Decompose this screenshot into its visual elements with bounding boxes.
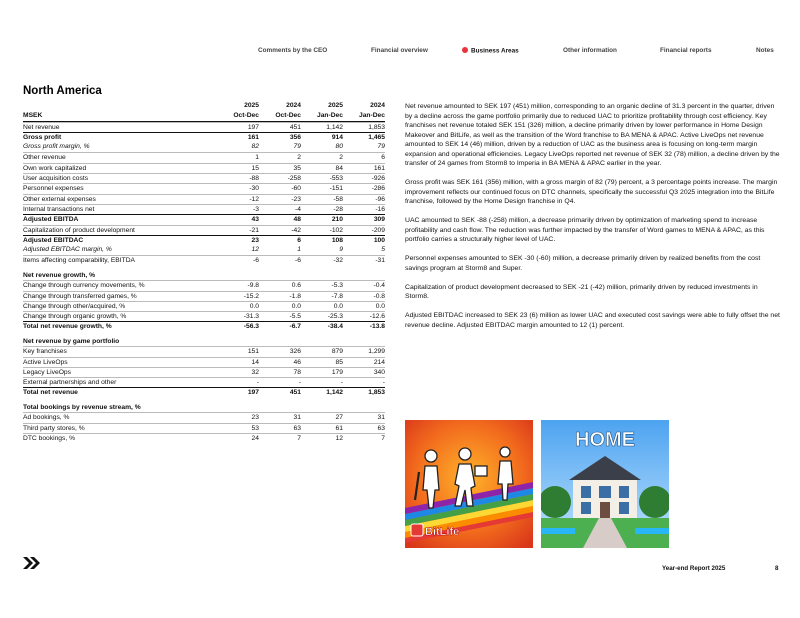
table-row bbox=[23, 235, 385, 245]
row-value: 14 bbox=[251, 358, 259, 366]
row-value: -12.6 bbox=[369, 313, 385, 321]
row-value: 31 bbox=[293, 414, 301, 422]
row-value: -56.3 bbox=[243, 323, 259, 331]
row-value: 78 bbox=[293, 368, 301, 376]
row-value: -926 bbox=[371, 175, 385, 183]
row-value: -42 bbox=[291, 226, 301, 234]
row-value: - bbox=[382, 379, 385, 387]
row-value: 84 bbox=[335, 164, 343, 172]
row-label: Adjusted EBITDAC bbox=[23, 236, 84, 244]
bitlife-game-image bbox=[405, 420, 533, 548]
row-label: Change through organic growth, % bbox=[23, 313, 127, 321]
row-value: -5.5 bbox=[289, 313, 301, 321]
nav-item-notes[interactable]: Notes bbox=[756, 47, 774, 54]
table-row bbox=[23, 321, 385, 331]
row-value: 80 bbox=[335, 143, 343, 151]
row-value: 0.0 bbox=[375, 302, 385, 310]
row-label: User acquisition costs bbox=[23, 175, 89, 183]
row-label: DTC bookings, % bbox=[23, 434, 76, 442]
table-row bbox=[23, 412, 385, 422]
row-value: 48 bbox=[293, 216, 301, 224]
row-label: Change through other/acquired, % bbox=[23, 302, 126, 310]
table-row bbox=[23, 387, 385, 397]
row-value: 35 bbox=[293, 164, 301, 172]
row-value: 12 bbox=[251, 246, 259, 254]
row-value: 451 bbox=[289, 123, 301, 131]
row-value: 23 bbox=[251, 414, 259, 422]
table-row bbox=[23, 357, 385, 367]
header-year: 2024 bbox=[286, 102, 301, 109]
row-value: 179 bbox=[331, 368, 343, 376]
row-value: 451 bbox=[289, 389, 301, 397]
row-value: 1 bbox=[297, 246, 301, 254]
table-row bbox=[23, 214, 385, 224]
row-label: Ad bookings, % bbox=[23, 414, 70, 422]
row-value: 2 bbox=[297, 154, 301, 162]
table-row bbox=[23, 183, 385, 193]
row-value: -7.8 bbox=[331, 292, 343, 300]
table-row bbox=[23, 132, 385, 142]
row-label: External partnerships and other bbox=[23, 379, 117, 387]
row-value: -102 bbox=[329, 226, 343, 234]
row-value: 214 bbox=[373, 358, 385, 366]
row-value: -286 bbox=[371, 185, 385, 193]
table-section-heading bbox=[23, 335, 385, 347]
row-value: 61 bbox=[335, 424, 343, 432]
row-value: 100 bbox=[373, 236, 385, 244]
svg-text:HOME: HOME bbox=[575, 429, 635, 451]
home-design-game-image bbox=[541, 420, 669, 548]
table-row bbox=[23, 204, 385, 214]
row-value: 79 bbox=[293, 143, 301, 151]
row-label: Net revenue growth, % bbox=[23, 271, 96, 279]
row-value: 309 bbox=[373, 216, 385, 224]
row-value: 0.0 bbox=[249, 302, 259, 310]
company-logo-icon bbox=[23, 557, 41, 569]
row-value: 1,853 bbox=[368, 123, 385, 131]
row-label: Legacy LiveOps bbox=[23, 368, 71, 376]
nav-item-other-information[interactable]: Other information bbox=[563, 47, 617, 54]
row-label: Key franchises bbox=[23, 348, 67, 356]
row-value: 5 bbox=[381, 246, 385, 254]
row-label: Own work capitalized bbox=[23, 164, 87, 172]
row-value: 6 bbox=[297, 236, 301, 244]
table-row bbox=[23, 280, 385, 290]
row-label: Other revenue bbox=[23, 154, 66, 162]
row-value: -15.2 bbox=[243, 292, 259, 300]
row-value: 914 bbox=[331, 133, 343, 141]
row-value: -30 bbox=[249, 185, 259, 193]
row-value: 1,142 bbox=[326, 389, 343, 397]
table-row bbox=[23, 423, 385, 433]
row-value: 197 bbox=[247, 123, 259, 131]
paragraph: UAC amounted to SEK -88 (-258) million, a decrease primarily driven by optimization of marketing spend to increase profitability and cash flow. The reduction was further impacted by the transfer of Word games to MENA & APAC, as this portfolio carries a structurally higher level of UAC. bbox=[405, 217, 765, 243]
row-label: Capitalization of product development bbox=[23, 226, 135, 234]
table-row bbox=[23, 301, 385, 311]
row-label: Other external expenses bbox=[23, 195, 96, 203]
row-label: Gross profit margin, % bbox=[23, 143, 90, 151]
row-value: 210 bbox=[331, 216, 343, 224]
row-label: Adjusted EBITDAC margin, % bbox=[23, 246, 112, 254]
row-value: -0.4 bbox=[373, 282, 385, 290]
row-value: -38.4 bbox=[327, 323, 343, 331]
row-value: -209 bbox=[371, 226, 385, 234]
row-label: Total bookings by revenue stream, % bbox=[23, 403, 141, 411]
row-value: 340 bbox=[373, 368, 385, 376]
row-value: -23 bbox=[291, 195, 301, 203]
row-value: -13.8 bbox=[369, 323, 385, 331]
row-label: Net revenue by game portfolio bbox=[23, 337, 120, 345]
table-row bbox=[23, 194, 385, 204]
row-value: 1,853 bbox=[368, 389, 385, 397]
table-section-heading bbox=[23, 401, 385, 413]
row-value: 1 bbox=[255, 154, 259, 162]
row-value: -6 bbox=[295, 257, 301, 265]
row-label: Internal transactions net bbox=[23, 205, 95, 213]
row-value: -3 bbox=[253, 205, 259, 213]
row-value: 0.6 bbox=[291, 282, 301, 290]
table-header-periods bbox=[23, 111, 385, 121]
row-value: 326 bbox=[289, 348, 301, 356]
row-value: -6 bbox=[253, 257, 259, 265]
paragraph: Personnel expenses amounted to SEK -30 (-60) million, a decrease primarily driven by realized benefits from the cost savings program at Storm8 and Super. bbox=[405, 255, 761, 272]
row-value: 879 bbox=[331, 348, 343, 356]
table-row bbox=[23, 173, 385, 183]
row-value: -88 bbox=[249, 175, 259, 183]
row-value: 9 bbox=[339, 246, 343, 254]
nav-item-financial-reports[interactable]: Financial reports bbox=[660, 47, 712, 54]
row-value: -12 bbox=[249, 195, 259, 203]
row-label: Third party stores, % bbox=[23, 424, 85, 432]
table-row bbox=[23, 163, 385, 173]
row-value: 7 bbox=[297, 434, 301, 442]
table-row bbox=[23, 367, 385, 377]
row-value: 46 bbox=[293, 358, 301, 366]
row-label: Personnel expenses bbox=[23, 185, 84, 193]
row-value: 6 bbox=[381, 154, 385, 162]
table-row bbox=[23, 122, 385, 132]
row-value: 79 bbox=[377, 143, 385, 151]
header-period: Jan-Dec bbox=[358, 112, 385, 120]
table-row bbox=[23, 245, 385, 255]
svg-text:BitLife: BitLife bbox=[425, 526, 460, 538]
page-number: 8 bbox=[775, 565, 779, 572]
page-title: North America bbox=[23, 85, 102, 97]
row-label: Change through currency movements, % bbox=[23, 282, 145, 290]
table-header-years bbox=[23, 101, 385, 111]
row-value: 1,299 bbox=[368, 348, 385, 356]
nav-item-business-areas-label: Business Areas bbox=[471, 47, 519, 55]
row-value: -6.7 bbox=[289, 323, 301, 331]
row-value: 63 bbox=[293, 424, 301, 432]
paragraph: Adjusted EBITDAC increased to SEK 23 (6) million as lower UAC and executed cost savings were able to fully offset the net revenue decline. Adjusted EBITDAC margin amounted to 12 (1) percent. bbox=[405, 312, 780, 329]
row-value: -96 bbox=[375, 195, 385, 203]
commentary bbox=[405, 102, 783, 340]
header-unit: MSEK bbox=[23, 112, 43, 120]
row-value: 31 bbox=[377, 414, 385, 422]
row-value: 43 bbox=[251, 216, 259, 224]
row-value: -258 bbox=[287, 175, 301, 183]
row-value: 0.0 bbox=[333, 302, 343, 310]
nav-item-comments-by-ceo[interactable]: Comments by the CEO bbox=[258, 47, 328, 54]
table-row bbox=[23, 225, 385, 235]
row-value: -32 bbox=[333, 257, 343, 265]
row-value: 32 bbox=[251, 368, 259, 376]
footer-report-title: Year-end Report 2025 bbox=[662, 565, 726, 572]
row-value: -16 bbox=[375, 205, 385, 213]
row-value: -0.8 bbox=[373, 292, 385, 300]
row-label: Total net revenue bbox=[23, 389, 78, 397]
row-label: Change through transferred games, % bbox=[23, 292, 137, 300]
row-value: 15 bbox=[251, 164, 259, 172]
table-row bbox=[23, 255, 385, 265]
row-value: 53 bbox=[251, 424, 259, 432]
row-value: -31.3 bbox=[243, 313, 259, 321]
row-label: Gross profit bbox=[23, 133, 62, 141]
row-value: 27 bbox=[335, 414, 343, 422]
table-body bbox=[23, 122, 385, 444]
row-label: Net revenue bbox=[23, 123, 60, 131]
header-period: Oct-Dec bbox=[233, 112, 259, 120]
row-value: 7 bbox=[381, 434, 385, 442]
row-value: -4 bbox=[295, 205, 301, 213]
header-period: Jan-Dec bbox=[316, 112, 343, 120]
nav-item-business-areas[interactable] bbox=[462, 47, 519, 55]
active-dot-icon bbox=[462, 47, 468, 53]
row-value: 197 bbox=[247, 389, 259, 397]
row-value: 63 bbox=[377, 424, 385, 432]
row-value: 82 bbox=[251, 143, 259, 151]
row-value: -25.3 bbox=[327, 313, 343, 321]
row-label: Active LiveOps bbox=[23, 358, 68, 366]
row-label: Items affecting comparability, EBITDA bbox=[23, 257, 135, 265]
bitlife-logo-icon bbox=[411, 524, 459, 538]
table-row bbox=[23, 152, 385, 162]
row-value: -1.8 bbox=[289, 292, 301, 300]
row-value: 161 bbox=[247, 133, 259, 141]
top-navigation bbox=[256, 47, 786, 61]
row-value: -58 bbox=[333, 195, 343, 203]
paragraph: Gross profit was SEK 161 (356) million, with a gross margin of 82 (79) percent, a 3 percentage points increase. The margin improvement reflects our continued focus on DTC channels, specifically the successful Q3 2025 integration into the BitLife franchise, followed by the Home Design franchise in Q4. bbox=[405, 179, 778, 205]
row-value: 85 bbox=[335, 358, 343, 366]
table-row bbox=[23, 291, 385, 301]
table-row bbox=[23, 142, 385, 152]
row-value: -21 bbox=[249, 226, 259, 234]
row-value: -9.8 bbox=[247, 282, 259, 290]
header-period: Oct-Dec bbox=[275, 112, 301, 120]
header-year: 2024 bbox=[370, 102, 385, 109]
row-value: 24 bbox=[251, 434, 259, 442]
row-value: -60 bbox=[291, 185, 301, 193]
row-value: -553 bbox=[329, 175, 343, 183]
row-value: 161 bbox=[373, 164, 385, 172]
row-value: - bbox=[298, 379, 301, 387]
row-label: Total net revenue growth, % bbox=[23, 323, 112, 331]
row-value: 151 bbox=[247, 348, 259, 356]
header-year: 2025 bbox=[244, 102, 259, 109]
row-value: -151 bbox=[329, 185, 343, 193]
paragraph: Net revenue amounted to SEK 197 (451) million, corresponding to an organic decline of 31.3 percent in the quarter, driven by a decline across the game portfolio primarily due to reduced UAC to prioritize profitability through cost efficiency. Key franchises net revenue totaled SEK 151 (326) million, a decline primarily driven by lower performance in Home Design Makeover and BitLife, as well as the transition of the Word franchise to BA MENA & APAC. Active LiveOps net revenue amounted to SEK 14 (46) million, driven by a reduction of UAC as the business area is focusing on long-term margin expansion and operational efficiencies. Legacy LiveOps reported net revenue of SEK 32 (78) million, a decline driven by the transfer of 24 games from Storm8 to Imperia in BA MENA & APAC earlier in the year. bbox=[405, 103, 780, 167]
table-row bbox=[23, 311, 385, 321]
row-value: 356 bbox=[289, 133, 301, 141]
nav-item-financial-overview[interactable]: Financial overview bbox=[371, 47, 428, 54]
table-row bbox=[23, 433, 385, 443]
row-value: 1,465 bbox=[368, 133, 385, 141]
row-value: -28 bbox=[333, 205, 343, 213]
table-section-heading bbox=[23, 269, 385, 281]
paragraph: Capitalization of product development decreased to SEK -21 (-42) million, primarily driven by reduced investments in Storm8. bbox=[405, 283, 758, 300]
table-row bbox=[23, 377, 385, 387]
row-value: 12 bbox=[335, 434, 343, 442]
header-year: 2025 bbox=[328, 102, 343, 109]
row-value: 0.0 bbox=[291, 302, 301, 310]
table-row bbox=[23, 346, 385, 356]
row-value: 108 bbox=[331, 236, 343, 244]
financial-table bbox=[23, 101, 385, 443]
row-value: 2 bbox=[339, 154, 343, 162]
row-value: 23 bbox=[251, 236, 259, 244]
row-value: 1,142 bbox=[326, 123, 343, 131]
row-value: - bbox=[256, 379, 259, 387]
row-value: -31 bbox=[375, 257, 385, 265]
row-label: Adjusted EBITDA bbox=[23, 216, 79, 224]
row-value: - bbox=[340, 379, 343, 387]
row-value: -5.3 bbox=[331, 282, 343, 290]
